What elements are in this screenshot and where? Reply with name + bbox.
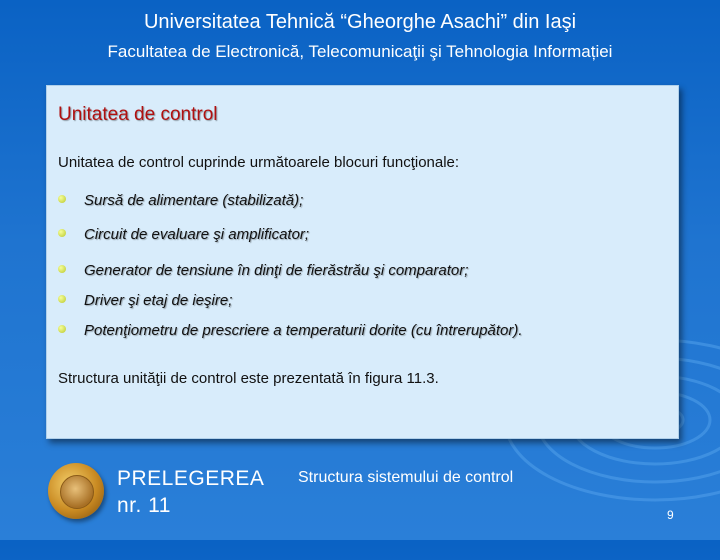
bullet-text: Driver şi etaj de ieşire; [84, 292, 233, 309]
bullet-text: Generator de tensiune în dinţi de fierăstrău şi comparator; [84, 262, 469, 279]
university-medal-logo [48, 463, 104, 519]
bullet-dot-icon [58, 195, 66, 203]
faculty-name: Facultatea de Electronică, Telecomunicaţii şi Tehnologia Informației [107, 42, 613, 61]
lecture-number: nr. 11 [117, 494, 171, 517]
bullet-text: Potenţiometru de prescriere a temperaturii dorite (cu întrerupător). [84, 322, 523, 339]
bullet-dot-icon [58, 265, 66, 273]
outro-text: Structura unităţii de control este prezentată în figura 11.3. [58, 370, 439, 387]
bullet-item [58, 192, 303, 209]
slide-title: Unitatea de control [58, 104, 218, 125]
lecture-title: PRELEGEREA [117, 467, 265, 490]
medal-portrait-icon [60, 475, 94, 509]
bullet-item [58, 226, 309, 243]
bullet-item [58, 322, 523, 339]
bullet-dot-icon [58, 325, 66, 333]
content-panel [46, 85, 679, 439]
bullet-item [58, 292, 232, 309]
bullet-dot-icon [58, 295, 66, 303]
bullet-dot-icon [58, 229, 66, 237]
slide-header [0, 8, 720, 65]
page-number: 9 [667, 508, 674, 522]
university-name: Universitatea Tehnică “Gheorghe Asachi” din Iaşi [143, 11, 577, 33]
lecture-label [117, 465, 264, 519]
lecture-subject: Structura sistemului de control [298, 469, 514, 486]
bullet-item [58, 262, 468, 279]
intro-text: Unitatea de control cuprinde următoarele blocuri funcţionale: [58, 154, 460, 171]
bullet-text: Circuit de evaluare şi amplificator; [84, 226, 310, 243]
bullet-text: Sursă de alimentare (stabilizată); [84, 192, 304, 209]
